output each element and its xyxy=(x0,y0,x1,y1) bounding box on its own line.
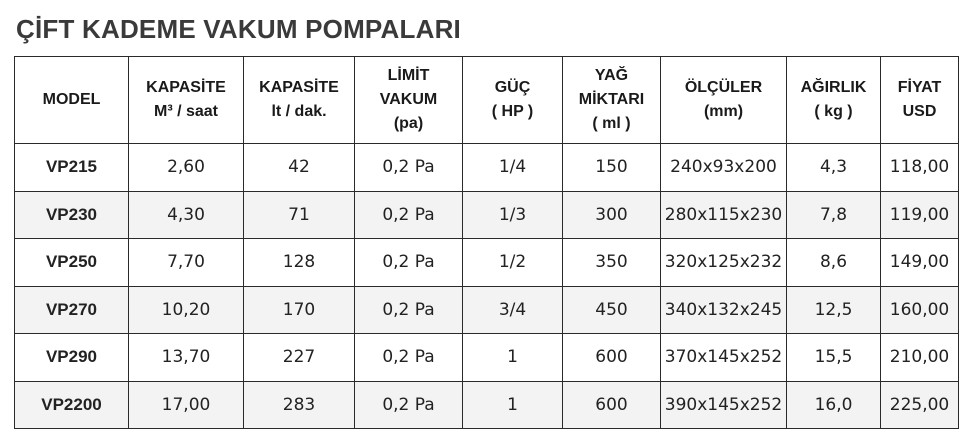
power-cell: 1/3 xyxy=(463,191,563,239)
oil-amount-cell: 600 xyxy=(563,334,661,382)
capacity-m3-cell: 4,30 xyxy=(129,191,244,239)
power-cell: 1/4 xyxy=(463,144,563,192)
capacity-m3-cell: 17,00 xyxy=(129,381,244,429)
model-cell: VP270 xyxy=(15,286,129,334)
power-cell: 1/2 xyxy=(463,239,563,287)
limit-vacuum-cell: 0,2 Pa xyxy=(355,381,463,429)
price-cell: 160,00 xyxy=(881,286,959,334)
capacity-lt-cell: 227 xyxy=(244,334,355,382)
dimensions-cell: 240x93x200 xyxy=(661,144,787,192)
weight-cell: 16,0 xyxy=(787,381,881,429)
dimensions-cell: 320x125x232 xyxy=(661,239,787,287)
power-cell: 1 xyxy=(463,334,563,382)
col-header-power: GÜÇ ( HP ) xyxy=(463,57,563,144)
price-cell: 210,00 xyxy=(881,334,959,382)
limit-vacuum-cell: 0,2 Pa xyxy=(355,334,463,382)
capacity-lt-cell: 170 xyxy=(244,286,355,334)
weight-cell: 4,3 xyxy=(787,144,881,192)
price-cell: 225,00 xyxy=(881,381,959,429)
power-cell: 3/4 xyxy=(463,286,563,334)
limit-vacuum-cell: 0,2 Pa xyxy=(355,239,463,287)
capacity-lt-cell: 128 xyxy=(244,239,355,287)
oil-amount-cell: 600 xyxy=(563,381,661,429)
power-cell: 1 xyxy=(463,381,563,429)
capacity-lt-cell: 71 xyxy=(244,191,355,239)
oil-amount-cell: 150 xyxy=(563,144,661,192)
col-header-dimensions: ÖLÇÜLER (mm) xyxy=(661,57,787,144)
price-cell: 149,00 xyxy=(881,239,959,287)
col-header-capacity-m3: KAPASİTE M³ / saat xyxy=(129,57,244,144)
vacuum-pump-price-table xyxy=(14,56,959,429)
dimensions-cell: 390x145x252 xyxy=(661,381,787,429)
col-header-capacity-lt: KAPASİTE lt / dak. xyxy=(244,57,355,144)
col-header-model: MODEL xyxy=(15,57,129,144)
capacity-lt-cell: 283 xyxy=(244,381,355,429)
table-row xyxy=(15,144,959,192)
capacity-m3-cell: 10,20 xyxy=(129,286,244,334)
oil-amount-cell: 350 xyxy=(563,239,661,287)
limit-vacuum-cell: 0,2 Pa xyxy=(355,191,463,239)
dimensions-cell: 370x145x252 xyxy=(661,334,787,382)
table-row xyxy=(15,334,959,382)
col-header-weight: AĞIRLIK ( kg ) xyxy=(787,57,881,144)
table-row xyxy=(15,381,959,429)
price-cell: 119,00 xyxy=(881,191,959,239)
weight-cell: 12,5 xyxy=(787,286,881,334)
col-header-oil-amount: YAĞ MİKTARI ( ml ) xyxy=(563,57,661,144)
col-header-limit-vacuum: LİMİT VAKUM (pa) xyxy=(355,57,463,144)
model-cell: VP290 xyxy=(15,334,129,382)
col-header-price: FİYAT USD xyxy=(881,57,959,144)
limit-vacuum-cell: 0,2 Pa xyxy=(355,286,463,334)
page-title: ÇİFT KADEME VAKUM POMPALARI xyxy=(16,14,461,44)
weight-cell: 8,6 xyxy=(787,239,881,287)
weight-cell: 15,5 xyxy=(787,334,881,382)
limit-vacuum-cell: 0,2 Pa xyxy=(355,144,463,192)
model-cell: VP2200 xyxy=(15,381,129,429)
capacity-m3-cell: 2,60 xyxy=(129,144,244,192)
oil-amount-cell: 450 xyxy=(563,286,661,334)
capacity-m3-cell: 7,70 xyxy=(129,239,244,287)
oil-amount-cell: 300 xyxy=(563,191,661,239)
dimensions-cell: 280x115x230 xyxy=(661,191,787,239)
price-cell: 118,00 xyxy=(881,144,959,192)
dimensions-cell: 340x132x245 xyxy=(661,286,787,334)
table-row xyxy=(15,191,959,239)
model-cell: VP215 xyxy=(15,144,129,192)
model-cell: VP230 xyxy=(15,191,129,239)
model-cell: VP250 xyxy=(15,239,129,287)
capacity-lt-cell: 42 xyxy=(244,144,355,192)
table-header-row xyxy=(15,57,959,144)
table-row xyxy=(15,286,959,334)
capacity-m3-cell: 13,70 xyxy=(129,334,244,382)
weight-cell: 7,8 xyxy=(787,191,881,239)
table-row xyxy=(15,239,959,287)
